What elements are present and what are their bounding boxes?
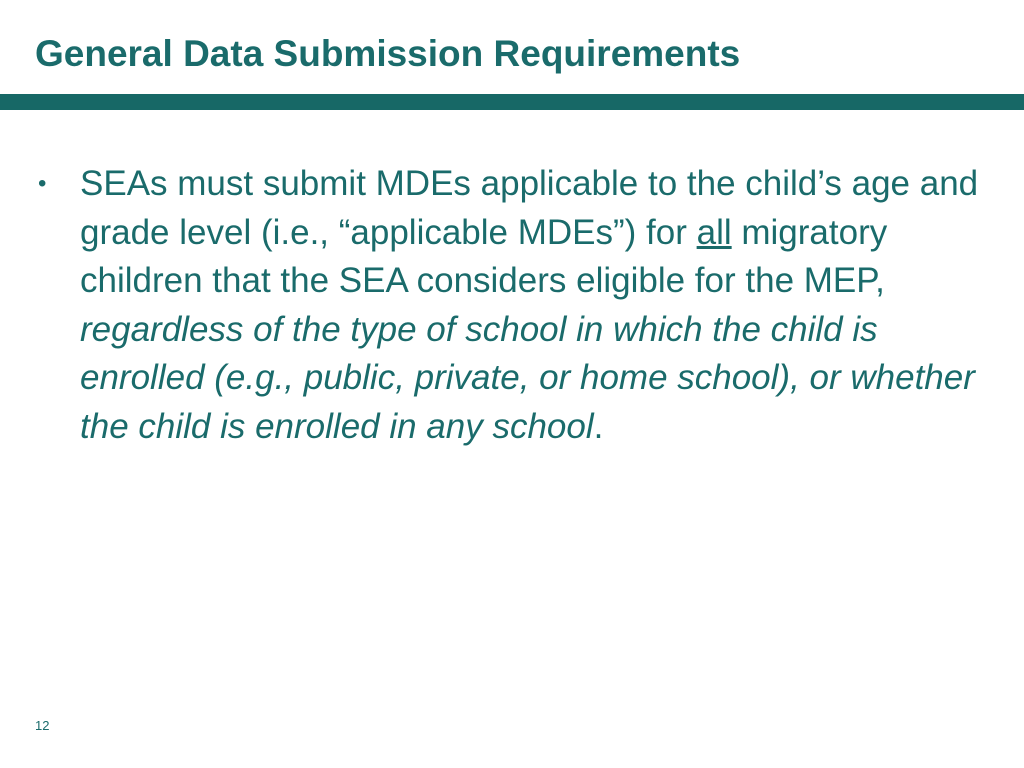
slide-body — [38, 160, 988, 451]
bullet-text-italic: regardless of the type of school in which the child is enrolled (e.g., public, private, or home school), or whether the child is enrolled in any school — [80, 309, 975, 446]
page-number: 12 — [35, 718, 50, 733]
title-divider — [0, 94, 1024, 110]
bullet-text-underlined: all — [696, 212, 732, 252]
bullet-text-part1: SEAs must submit MDEs applicable to the child’s age and grade level (i.e., “applicable MDEs”) for — [80, 164, 979, 252]
slide-title: General Data Submission Requirements — [35, 33, 741, 74]
bullet-item — [38, 160, 988, 451]
bullet-text-part2: migratory children that the SEA considers eligible for the MEP, — [80, 212, 888, 300]
bullet-text-end: . — [593, 406, 604, 446]
bullet-icon: • — [38, 170, 47, 197]
